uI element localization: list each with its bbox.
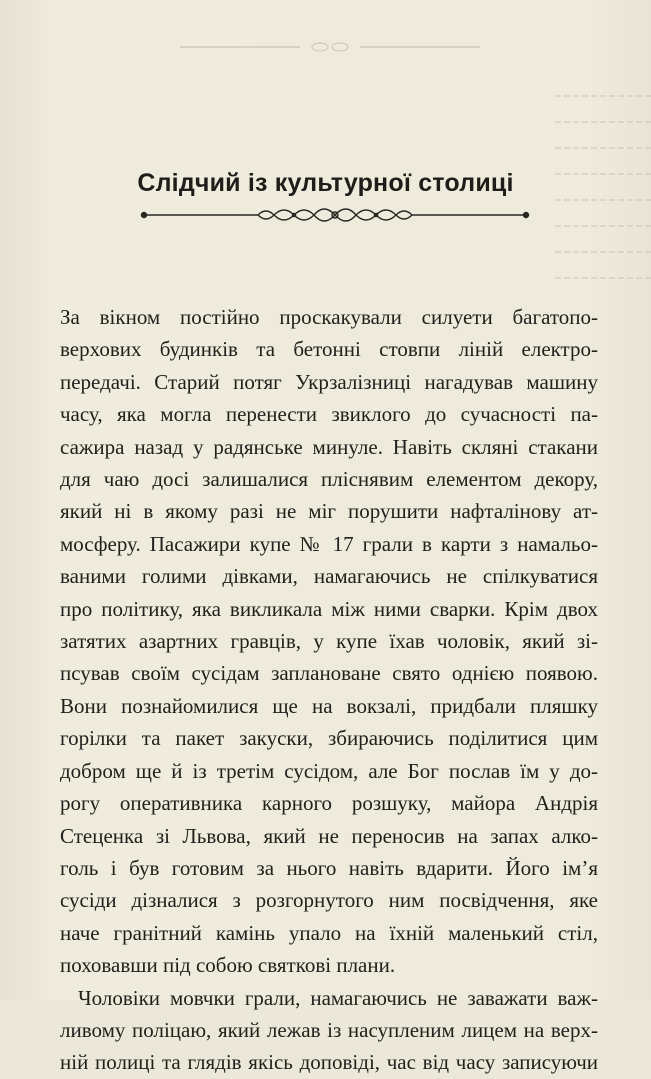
text-line: Стеценка зі Львова, який не переносив на запах алко- xyxy=(60,823,598,848)
text-line: мосферу. Пасажири купе № 17 грали в карти з намальо- xyxy=(60,531,598,556)
text-line: горілки та пакет закуски, збираючись поділитися цим xyxy=(60,726,598,751)
text-line: передачі. Старий потяг Укрзалізниці нагадував машину xyxy=(60,369,598,394)
divider-ornament xyxy=(140,200,530,230)
show-through-text xyxy=(555,95,651,325)
text-line: часу, яка могла перенести звиклого до сучасності па- xyxy=(60,402,598,427)
text-line: поховавши під собою святкові плани. xyxy=(60,953,396,978)
text-line: ваними голими дівками, намагаючись не спілкуватися xyxy=(60,564,598,589)
text-line: ливому поліцаю, який лежав із насупленим лицем на верх- xyxy=(60,1017,598,1042)
text-line: ній полиці та глядів якісь доповіді, час від часу записуючи xyxy=(60,1050,598,1075)
text-line: голь і був готовим за нього навіть вдарити. Його ім’я xyxy=(60,855,598,880)
text-line: За вікном постійно проскакували силуети багатопо- xyxy=(60,305,598,329)
text-line: Вони познайомилися ще на вокзалі, придбали пляшку xyxy=(60,693,598,718)
text-line: про політику, яка викликала між ними сварки. Крім двох xyxy=(60,596,598,621)
text-line: сусіди дізналися з розгорнутого ним посвідчення, яке xyxy=(60,888,598,913)
text-line: для чаю досі залишалися пліснявим елементом декору, xyxy=(60,467,598,492)
text-line: наче гранітний камінь упало на їхній маленький стіл, xyxy=(60,920,598,945)
body-text xyxy=(60,301,598,1079)
text-line: який ні в якому разі не міг порушити нафталінову ат- xyxy=(60,499,598,524)
text-line: затятих азартних гравців, у купе їхав чоловік, який зі- xyxy=(60,629,598,654)
text-line: псував своїм сусідам заплановане свято однією появою. xyxy=(60,661,598,686)
show-through-ornament xyxy=(180,40,480,54)
chapter-title: Слідчий із культурної столиці xyxy=(137,168,514,197)
text-line: верхових будинків та бетонні стовпи ліній електро- xyxy=(60,337,598,362)
text-line: сажира назад у радянське минуле. Навіть скляні стакани xyxy=(60,434,598,459)
text-line: Чоловіки мовчки грали, намагаючись не заважати важ- xyxy=(78,985,598,1010)
text-line: добром ще й із третім сусідом, але Бог послав їм у до- xyxy=(60,758,598,783)
text-line: рогу оперативника карного розшуку, майора Андрія xyxy=(60,791,598,816)
